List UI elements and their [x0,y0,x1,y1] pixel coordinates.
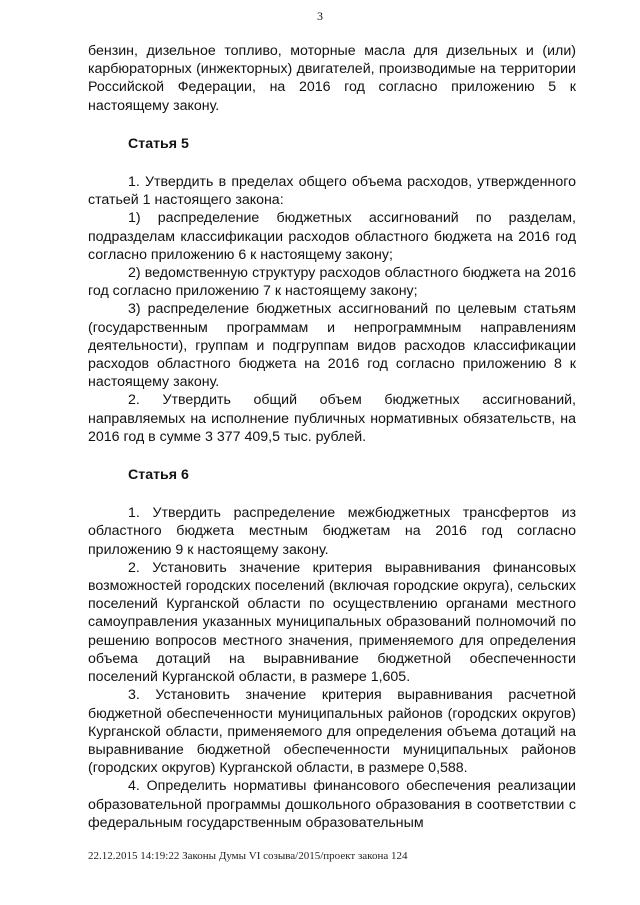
article-5-item-1-subitem-1: 1) распределение бюджетных ассигнований по разделам, подразделам классификации расходов областного бюджета на 2016 год согласно приложению 6 к настоящему закону; [88,210,576,263]
article-6-heading: Статья 6 [128,467,189,484]
article-6-item-3: 3. Установить значение критерия выравнивания расчетной бюджетной обеспеченности муниципальных районов (городских округов) Курганской области, применяемого для определения объема дотаций на выравнивание бюджетной обеспеченности муниципальных районов (городских округов) Курганской области, в размере 0,588. [88,687,576,777]
article-5-item-1-subitem-3: 3) распределение бюджетных ассигнований по целевым статьям (государственным программам и непрограммным направлениям деятельности), группам и подгруппам видов расходов классификации расходов областного бюджета на 2016 год согласно приложению 8 к настоящему закону. [88,301,576,391]
page-number: 3 [317,9,323,23]
article-5-item-1-subitem-2: 2) ведомственную структуру расходов областного бюджета на 2016 год согласно приложению 7 к настоящему закону; [88,265,576,300]
document-footer: 22.12.2015 14:19:22 Законы Думы VI созыва/2015/проект закона 124 [88,850,408,862]
article-6-item-2: 2. Установить значение критерия выравнивания финансовых возможностей городских поселений (включая городские округа), сельских поселений Курганской области по осуществлению органами местного самоуправления указанных муниципальных образований полномочий по решению вопросов местного значения, применяемого для определения объема дотаций на выравнивание бюджетной обеспеченности поселений Курганской области, в размере 1,605. [88,559,576,686]
article-5-item-2: 2. Утвердить общий объем бюджетных ассигнований, направляемых на исполнение публичных нормативных обязательств, на 2016 год в сумме 3 377 409,5 тыс. рублей. [88,392,576,445]
article-5-heading: Статья 5 [128,135,189,152]
article-6-item-1: 1. Утвердить распределение межбюджетных трансфертов из областного бюджета местным бюджетам на 2016 год согласно приложению 9 к настоящему закону. [88,505,576,558]
article-6-item-4: 4. Определить нормативы финансового обеспечения реализации образовательной программы дошкольного образования в соответствии с федеральным государственным образовательным [88,778,576,831]
intro-paragraph: бензин, дизельное топливо, моторные масла для дизельных и (или) карбюраторных (инжекторных) двигателей, производимые на территории Российской Федерации, на 2016 год согласно приложению 5 к настоящему закону. [88,43,576,114]
article-5-item-1: 1. Утвердить в пределах общего объема расходов, утвержденного статьей 1 настоящего закона: [88,174,576,209]
document-body [88,42,576,832]
